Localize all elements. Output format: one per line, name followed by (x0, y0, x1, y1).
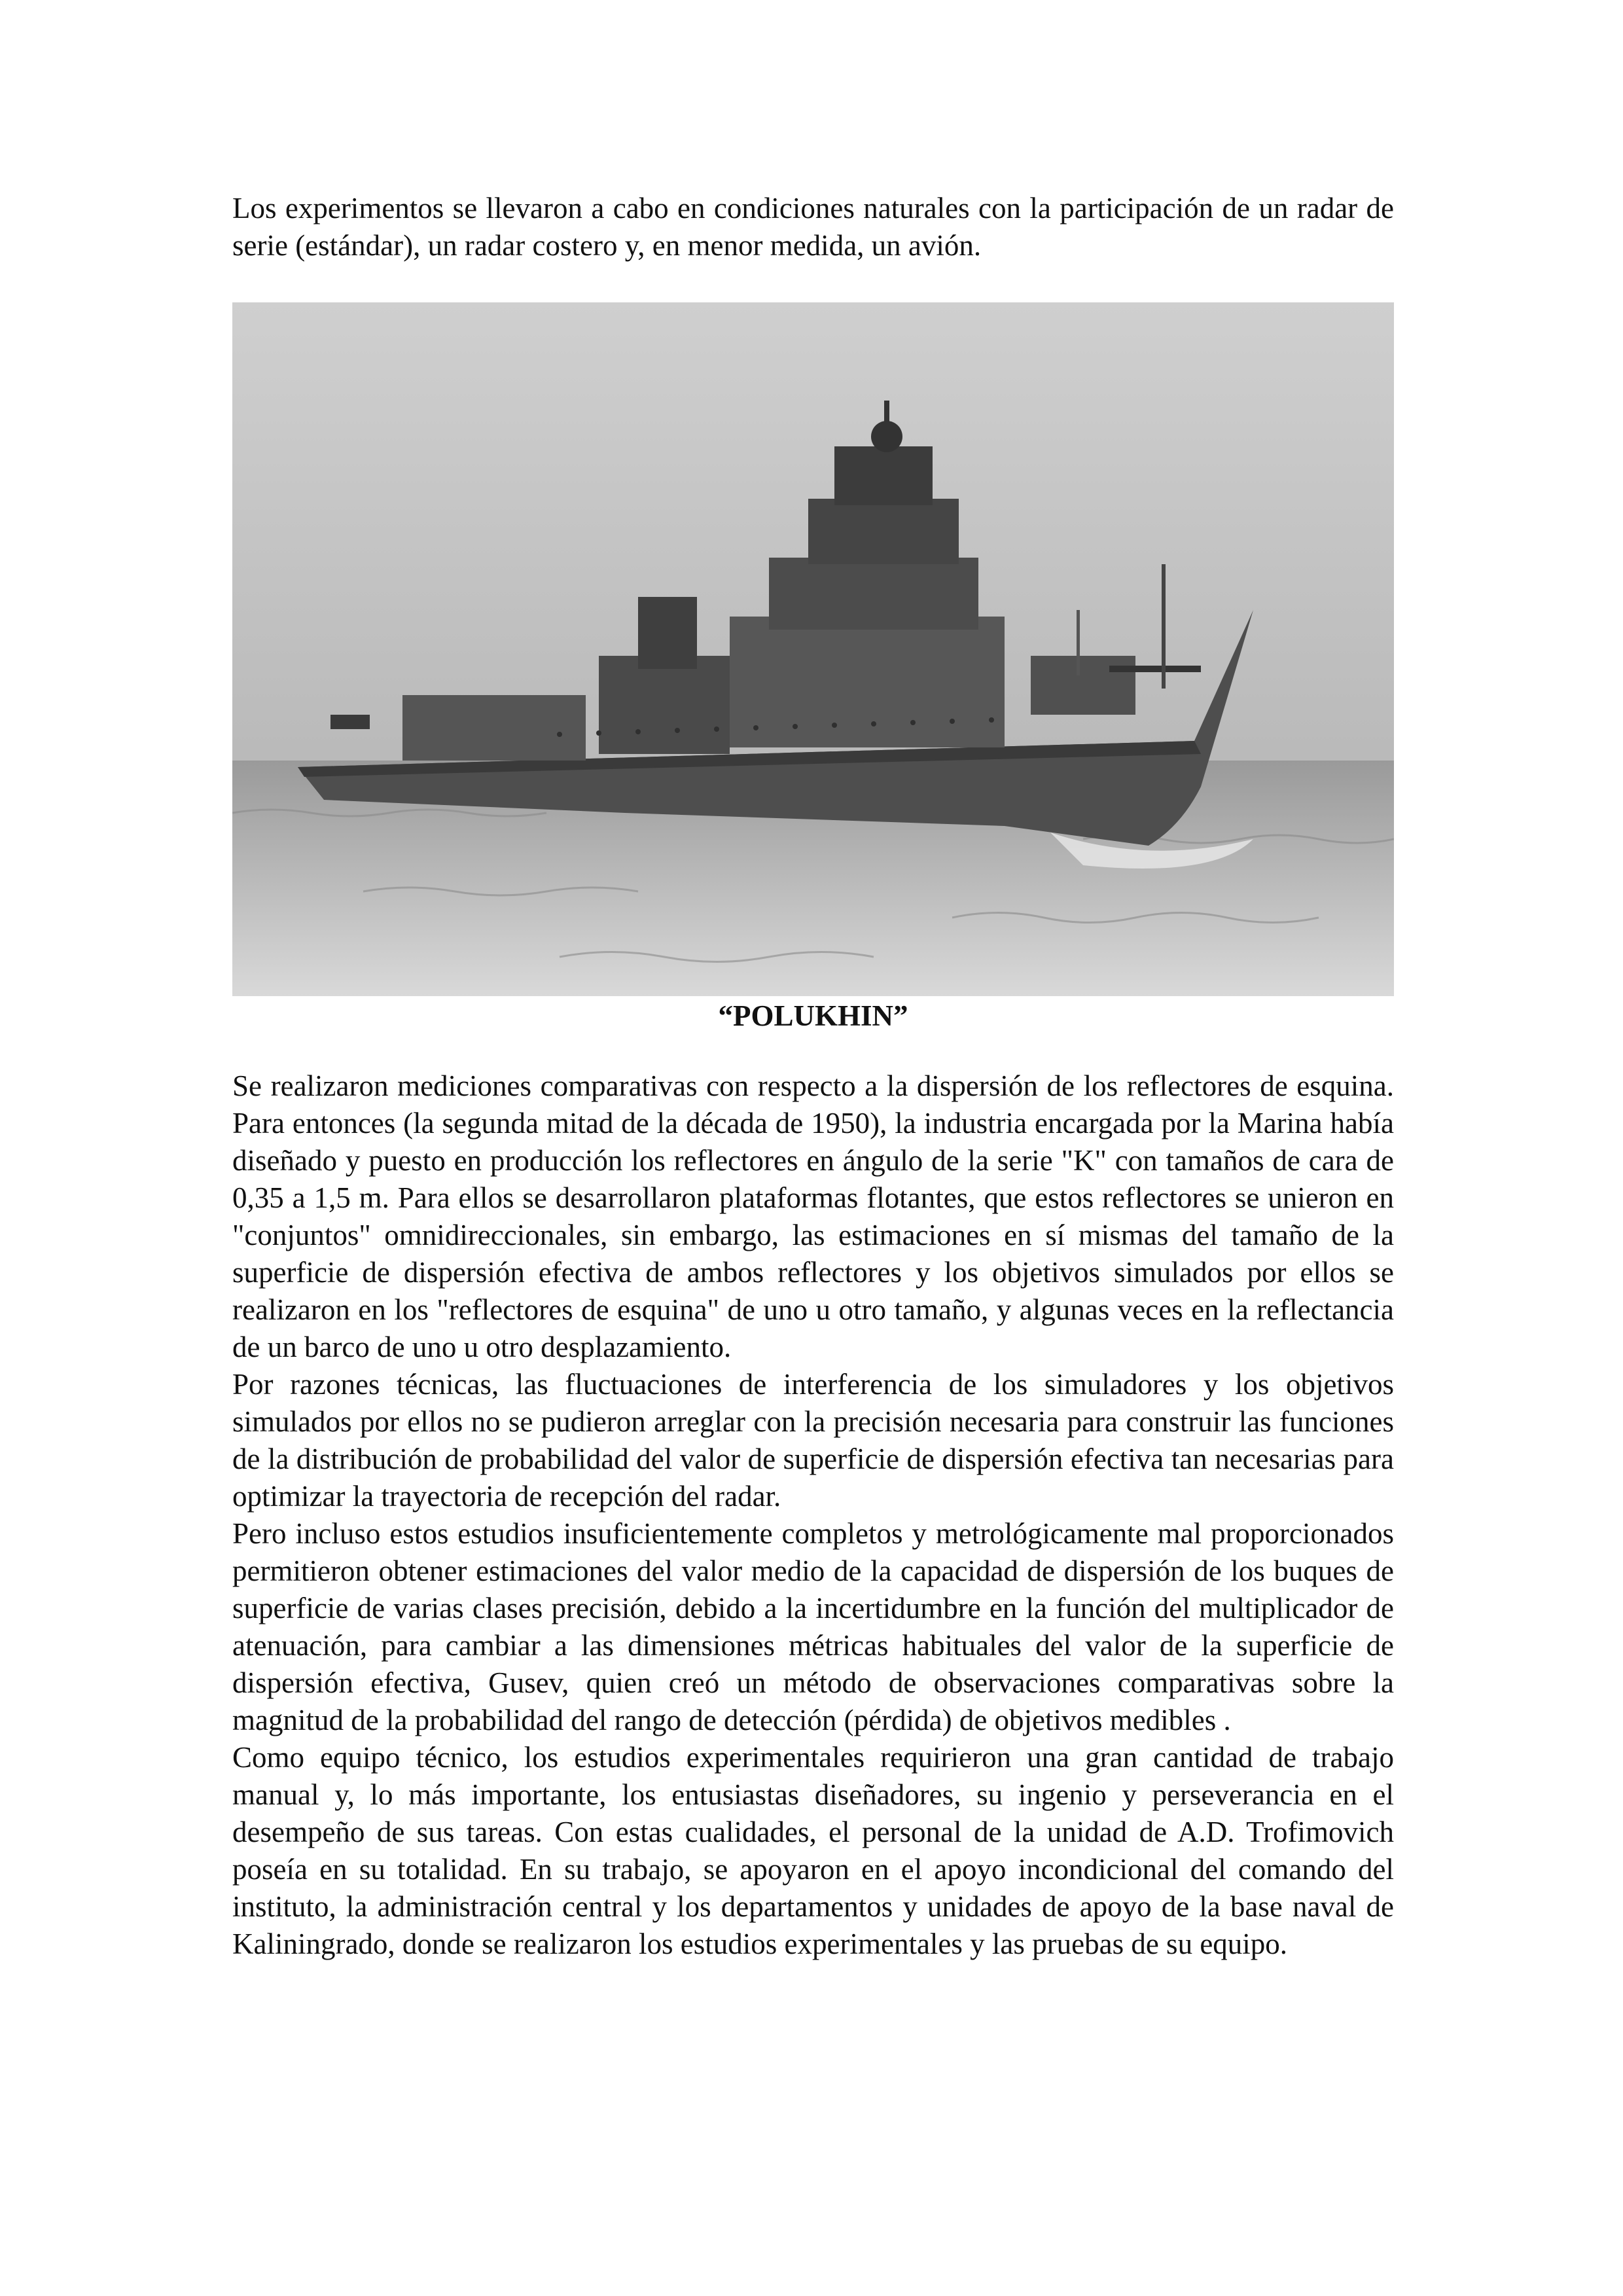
page-content (232, 190, 1394, 1963)
intro-paragraph: Los experimentos se llevaron a cabo en condiciones naturales con la participación de un radar de serie (estándar), un radar costero y, en menor medida, un avión. (232, 192, 1394, 262)
photo-caption: “POLUKHIN” (718, 999, 908, 1032)
body-paragraph-3: Pero incluso estos estudios insuficientemente completos y metrológicamente mal proporcionados permitieron obtener estimaciones del valor medio de la capacidad de dispersión de los buques de superficie de varias clases precisión, debido a la incertidumbre en la función del multiplicador de atenuación, para cambiar a las dimensiones métricas habituales del valor de la superficie de dispersión efectiva, Gusev, quien creó un método de observaciones comparativas sobre la magnitud de la probabilidad del rango de detección (pérdida) de objetivos medibles . (232, 1517, 1394, 1736)
body-paragraph-4: Como equipo técnico, los estudios experimentales requirieron una gran cantidad de trabajo manual y, lo más importante, los entusiastas diseñadores, su ingenio y perseverancia en el desempeño de sus tareas. Con estas cualidades, el personal de la unidad de A.D. Trofimovich poseía en su totalidad. En su trabajo, se apoyaron en el apoyo incondicional del comando del instituto, la administración central y los departamentos y unidades de apoyo de la base naval de Kaliningrado, donde se realizaron los estudios experimentales y las pruebas de su equipo. (232, 1741, 1394, 1960)
body-paragraph-1: Se realizaron mediciones comparativas con respecto a la dispersión de los reflectores de esquina. Para entonces (la segunda mitad de la década de 1950), la industria encargada por la Marina había diseñado y puesto en producción los reflectores en ángulo de la serie "K" con tamaños de cara de 0,35 a 1,5 m. Para ellos se desarrollaron plataformas flotantes, que estos reflectores se unieron en "conjuntos" omnidireccionales, sin embargo, las estimaciones en sí mismas del tamaño de la superficie de dispersión efectiva de ambos reflectores y los objetivos simulados por ellos se realizaron en los "reflectores de esquina" de uno u otro tamaño, y algunas veces en la reflectancia de un barco de uno u otro desplazamiento. (232, 1069, 1394, 1363)
body-paragraph-2: Por razones técnicas, las fluctuaciones de interferencia de los simuladores y los objetivos simulados por ellos no se pudieron arreglar con la precisión necesaria para construir las funciones de la distribución de probabilidad del valor de superficie de dispersión efectiva tan necesarias para optimizar la trayectoria de recepción del radar. (232, 1368, 1394, 1513)
ship-photo (232, 302, 1394, 996)
